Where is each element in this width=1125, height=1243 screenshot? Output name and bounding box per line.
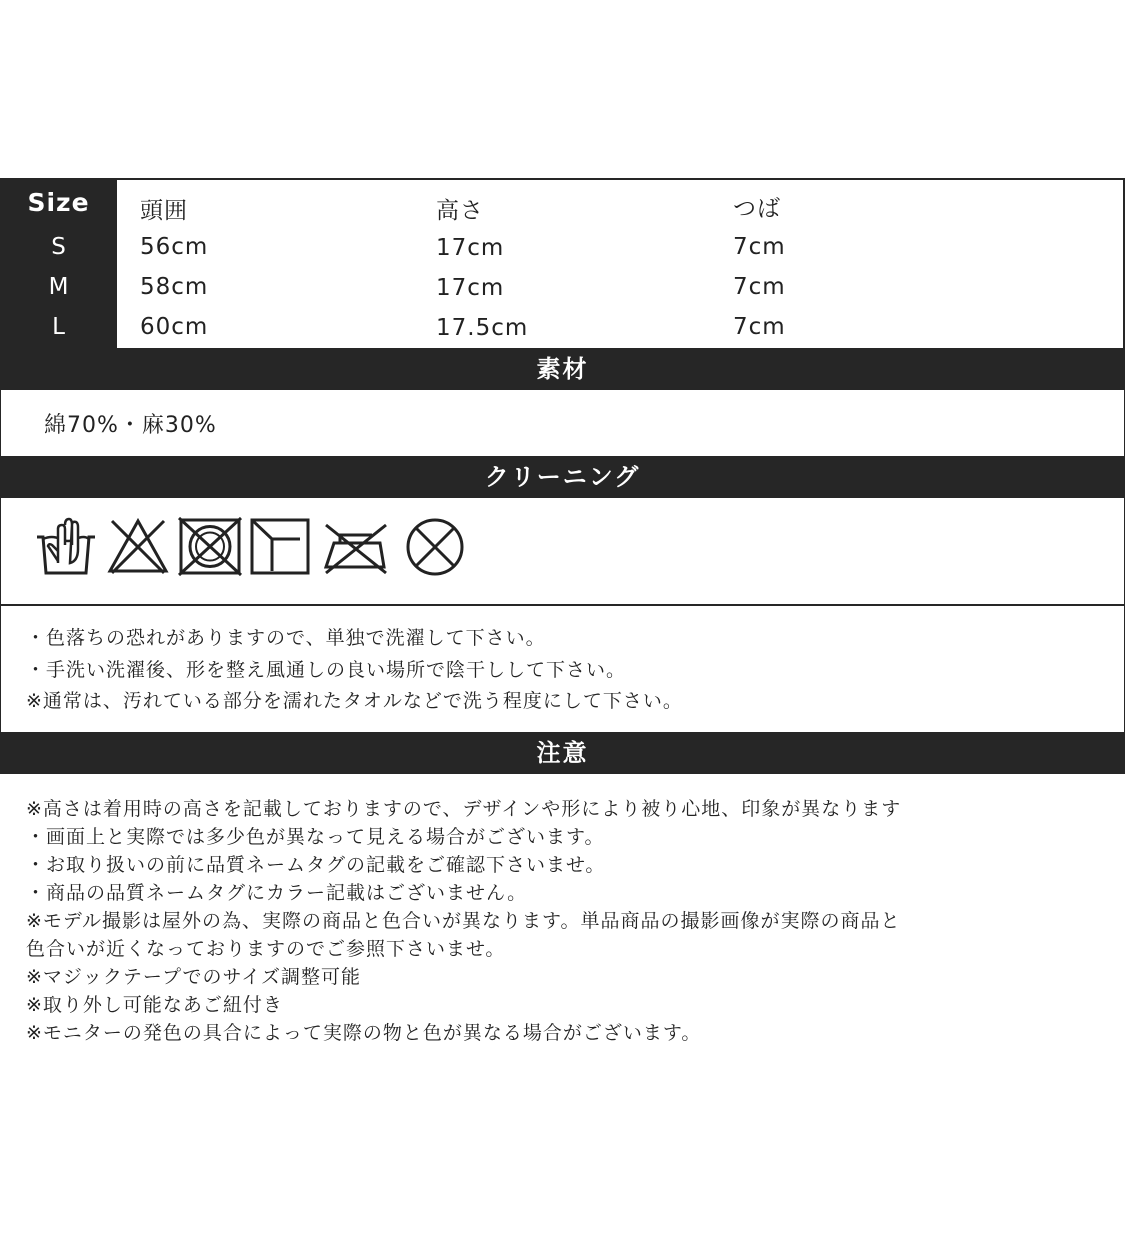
cell-m-height: 17cm (436, 275, 505, 301)
cell-l-height: 17.5cm (436, 315, 529, 341)
caution-note-8: ※取り外し可能なあご紐付き (26, 994, 283, 1016)
no-bleach-icon (106, 515, 170, 577)
cell-l-brim: 7cm (733, 314, 786, 340)
no-iron-icon (320, 515, 396, 577)
caution-note-3: ・お取り扱いの前に品質ネームタグの記載をご確認下さいませ。 (26, 854, 606, 876)
cell-m-head: 58cm (140, 274, 209, 300)
material-text: 綿70%・麻30% (44, 413, 217, 438)
caution-note-1: ※高さは着用時の高さを記載しておりますので、デザインや形により被り心地、印象が異なります (26, 798, 902, 820)
caution-note-7: ※マジックテープでのサイズ調整可能 (26, 966, 362, 988)
cell-s-brim: 7cm (733, 234, 786, 260)
caution-note-2: ・画面上と実際では多少色が異なって見える場合がございます。 (26, 826, 605, 848)
material-section-title: 素材 (0, 348, 1125, 390)
size-label-s: S (51, 234, 66, 260)
cell-m-brim: 7cm (733, 274, 786, 300)
header-brim: つば (733, 196, 781, 222)
no-dry-clean-icon (400, 515, 470, 577)
caution-note-9: ※モニターの発色の具合によって実際の物と色が異なる場合がございます。 (26, 1022, 702, 1044)
cell-l-head: 60cm (140, 314, 209, 340)
cell-s-head: 56cm (140, 234, 209, 260)
size-label-l: L (52, 314, 65, 340)
size-label-m: M (48, 274, 69, 300)
hand-wash-icon (34, 515, 98, 577)
cleaning-note-3: ※通常は、汚れている部分を濡れたタオルなどで洗う程度にして下さい。 (26, 690, 683, 712)
caution-note-5: ※モデル撮影は屋外の為、実際の商品と色合いが異なります。単品商品の撮影画像が実際の商品と (26, 910, 901, 932)
shade-dry-icon (248, 515, 312, 577)
header-height: 高さ (436, 198, 484, 224)
table-border (117, 178, 1125, 348)
caution-note-6: 色合いが近くなっておりますのでご参照下さいませ。 (26, 938, 506, 960)
cell-s-height: 17cm (436, 235, 505, 261)
header-head-circumference: 頭囲 (140, 198, 188, 224)
cleaning-note-2: ・手洗い洗濯後、形を整え風通しの良い場所で陰干しして下さい。 (26, 659, 627, 681)
size-table (0, 178, 1125, 348)
size-header: Size (27, 188, 90, 217)
caution-section-title: 注意 (0, 732, 1125, 774)
caution-note-4: ・商品の品質ネームタグにカラー記載はございません。 (26, 882, 528, 904)
cleaning-section-title: クリーニング (0, 456, 1125, 498)
no-tumble-dry-icon (176, 515, 244, 577)
cleaning-note-1: ・色落ちの恐れがありますので、単独で洗濯して下さい。 (26, 627, 546, 649)
